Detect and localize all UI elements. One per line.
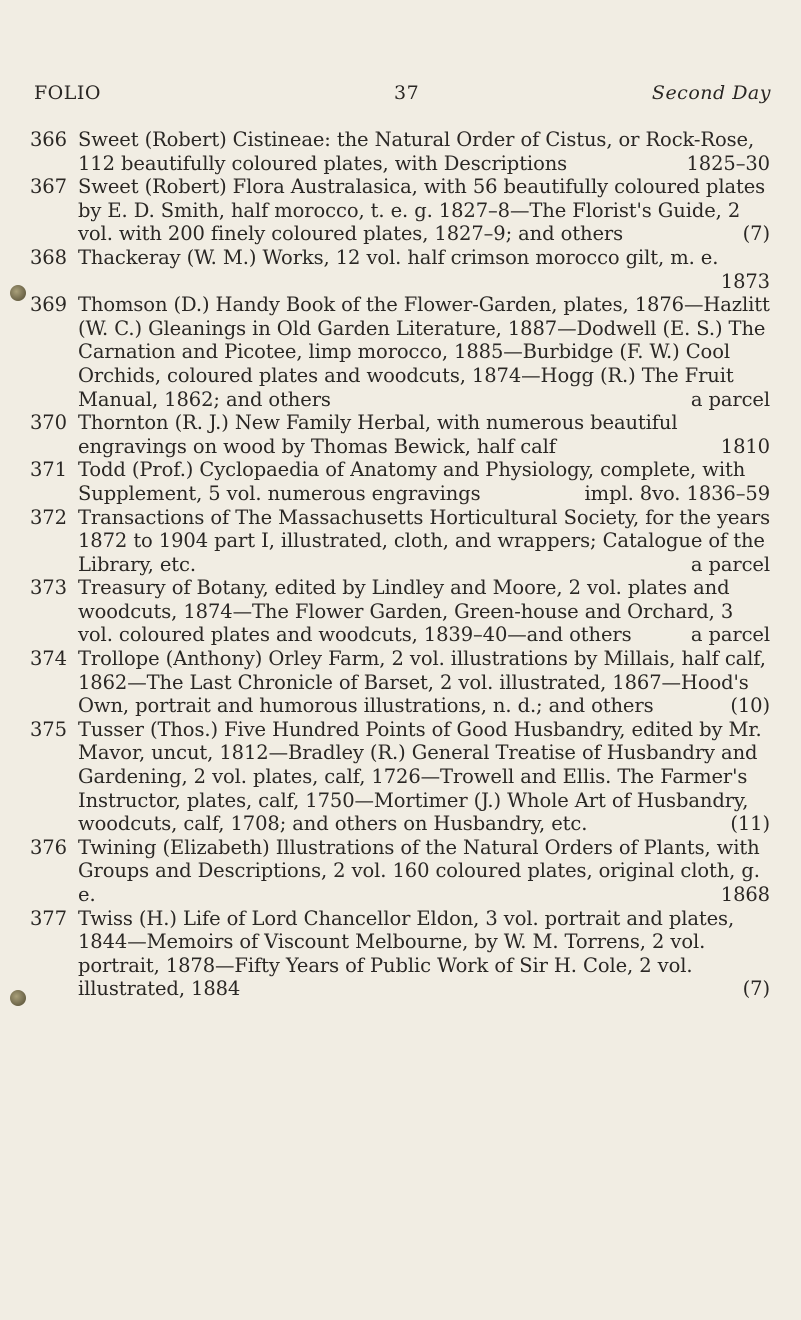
lot-number: 366 xyxy=(30,128,67,151)
entry-description: Tusser (Thos.) Five Hundred Points of Good Husbandry, edited by Mr. Mavor, uncut, 1812—Bradley (R.) General Treatise of Husbandry and Gardening, 2 vol. plates, calf, 1726—Trowell and Ellis. The Farmer's Instructor, plates, calf, 1750—Mortimer (J.) Whole Art of Husbandry, woodcuts, calf, 1708; and others on Husbandry, etc. xyxy=(78,717,762,836)
entry-description: Twiss (H.) Life of Lord Chancellor Eldon, 3 vol. portrait and plates, 1844—Memoirs of Viscount Melbourne, by W. M. Torrens, 2 vol. portrait, 1878—Fifty Years of Public Work of Sir H. Cole, 2 vol. illustrated, 1884 xyxy=(78,906,735,1001)
catalogue-entry xyxy=(30,411,770,458)
binding-hole-mark xyxy=(10,990,26,1006)
catalogue-entry xyxy=(30,128,770,175)
entry-date: a parcel xyxy=(690,552,770,576)
lot-number: 377 xyxy=(30,906,67,930)
entry-date: impl. 8vo. 1836–59 xyxy=(584,481,770,505)
lot-number: 373 xyxy=(30,576,67,600)
lot-number: 368 xyxy=(30,245,67,269)
entry-description: Thackeray (W. M.) Works, 12 vol. half crimson morocco gilt, m. e. xyxy=(78,245,719,269)
entry-description: Thomson (D.) Handy Book of the Flower-Garden, plates, 1876—Hazlitt (W. C.) Gleanings in Old Garden Literature, 1887—Dodwell (E. S.) The Carnation and Picotee, limp morocco, 1885—Burbidge (F. W.) Cool Orchids, coloured plates and woodcuts, 1874—Hogg (R.) The Fruit Manual, 1862; and others xyxy=(78,293,770,411)
entry-description: Trollope (Anthony) Orley Farm, 2 vol. illustrations by Millais, half calf, 1862—The Last Chronicle of Barset, 2 vol. illustrated, 1867—Hood's Own, portrait and humorous illustrations, n. d.; and others xyxy=(78,647,766,718)
lot-number: 375 xyxy=(30,717,67,741)
catalogue-entry xyxy=(30,506,770,577)
entry-date: (7) xyxy=(742,977,770,1001)
lot-number: 367 xyxy=(30,175,67,199)
entry-description: Thornton (R. J.) New Family Herbal, with numerous beautiful engravings on wood by Thomas Bewick, half calf xyxy=(78,411,678,458)
entry-date: a parcel xyxy=(690,387,770,411)
catalogue-entry xyxy=(30,175,770,246)
catalogue-entry xyxy=(30,647,770,718)
entry-description: Twining (Elizabeth) Illustrations of the Natural Orders of Plants, with Groups and Descriptions, 2 vol. 160 coloured plates, original cloth, g. e. xyxy=(78,835,760,906)
lot-number: 371 xyxy=(30,458,67,482)
entry-date: (10) xyxy=(730,694,770,718)
entry-date: (7) xyxy=(742,222,770,246)
entry-date: a parcel xyxy=(690,623,770,647)
page-number: 37 xyxy=(394,82,420,104)
lot-number: 370 xyxy=(30,411,67,435)
entry-description: Transactions of The Massachusetts Horticultural Society, for the years 1872 to 1904 part I, illustrated, cloth, and wrappers; Catalogue of the Library, etc. xyxy=(78,505,771,576)
entry-date: 1825–30 xyxy=(686,151,770,175)
lot-number: 374 xyxy=(30,647,67,671)
running-header xyxy=(34,82,771,108)
day-label: Second Day xyxy=(651,82,771,104)
catalogue-entry xyxy=(30,458,770,505)
catalogue-entry xyxy=(30,293,770,411)
entry-date: 1868 xyxy=(720,883,770,906)
entry-description: Sweet (Robert) Cistineae: the Natural Order of Cistus, or Rock-Rose, 112 beautifully coloured plates, with Descriptions xyxy=(78,128,755,175)
catalogue-entry xyxy=(30,836,770,907)
entry-description: Todd (Prof.) Cyclopaedia of Anatomy and Physiology, complete, with Supplement, 5 vol. numerous engravings xyxy=(78,458,746,505)
catalogue-entry xyxy=(30,718,770,836)
folio-label: FOLIO xyxy=(34,82,101,104)
catalogue-entry xyxy=(30,246,770,293)
entry-description: Sweet (Robert) Flora Australasica, with 56 beautifully coloured plates by E. D. Smith, half morocco, t. e. g. 1827–8—The Florist's Guide, 2 vol. with 200 finely coloured plates, 1827–9; and others xyxy=(78,175,766,246)
entry-description: Treasury of Botany, edited by Lindley and Moore, 2 vol. plates and woodcuts, 1874—The Flower Garden, Green-house and Orchard, 3 vol. coloured plates and woodcuts, 1839–40—and others xyxy=(78,576,734,647)
catalogue-entry xyxy=(30,576,770,647)
catalogue-entries xyxy=(30,128,770,1001)
entry-date: (11) xyxy=(730,812,770,836)
entry-date: 1873 xyxy=(720,269,770,293)
catalogue-entry xyxy=(30,907,770,1001)
lot-number: 369 xyxy=(30,293,67,317)
lot-number: 376 xyxy=(30,835,67,859)
entry-date: 1810 xyxy=(720,434,770,458)
binding-hole-mark xyxy=(10,285,26,301)
lot-number: 372 xyxy=(30,505,67,529)
